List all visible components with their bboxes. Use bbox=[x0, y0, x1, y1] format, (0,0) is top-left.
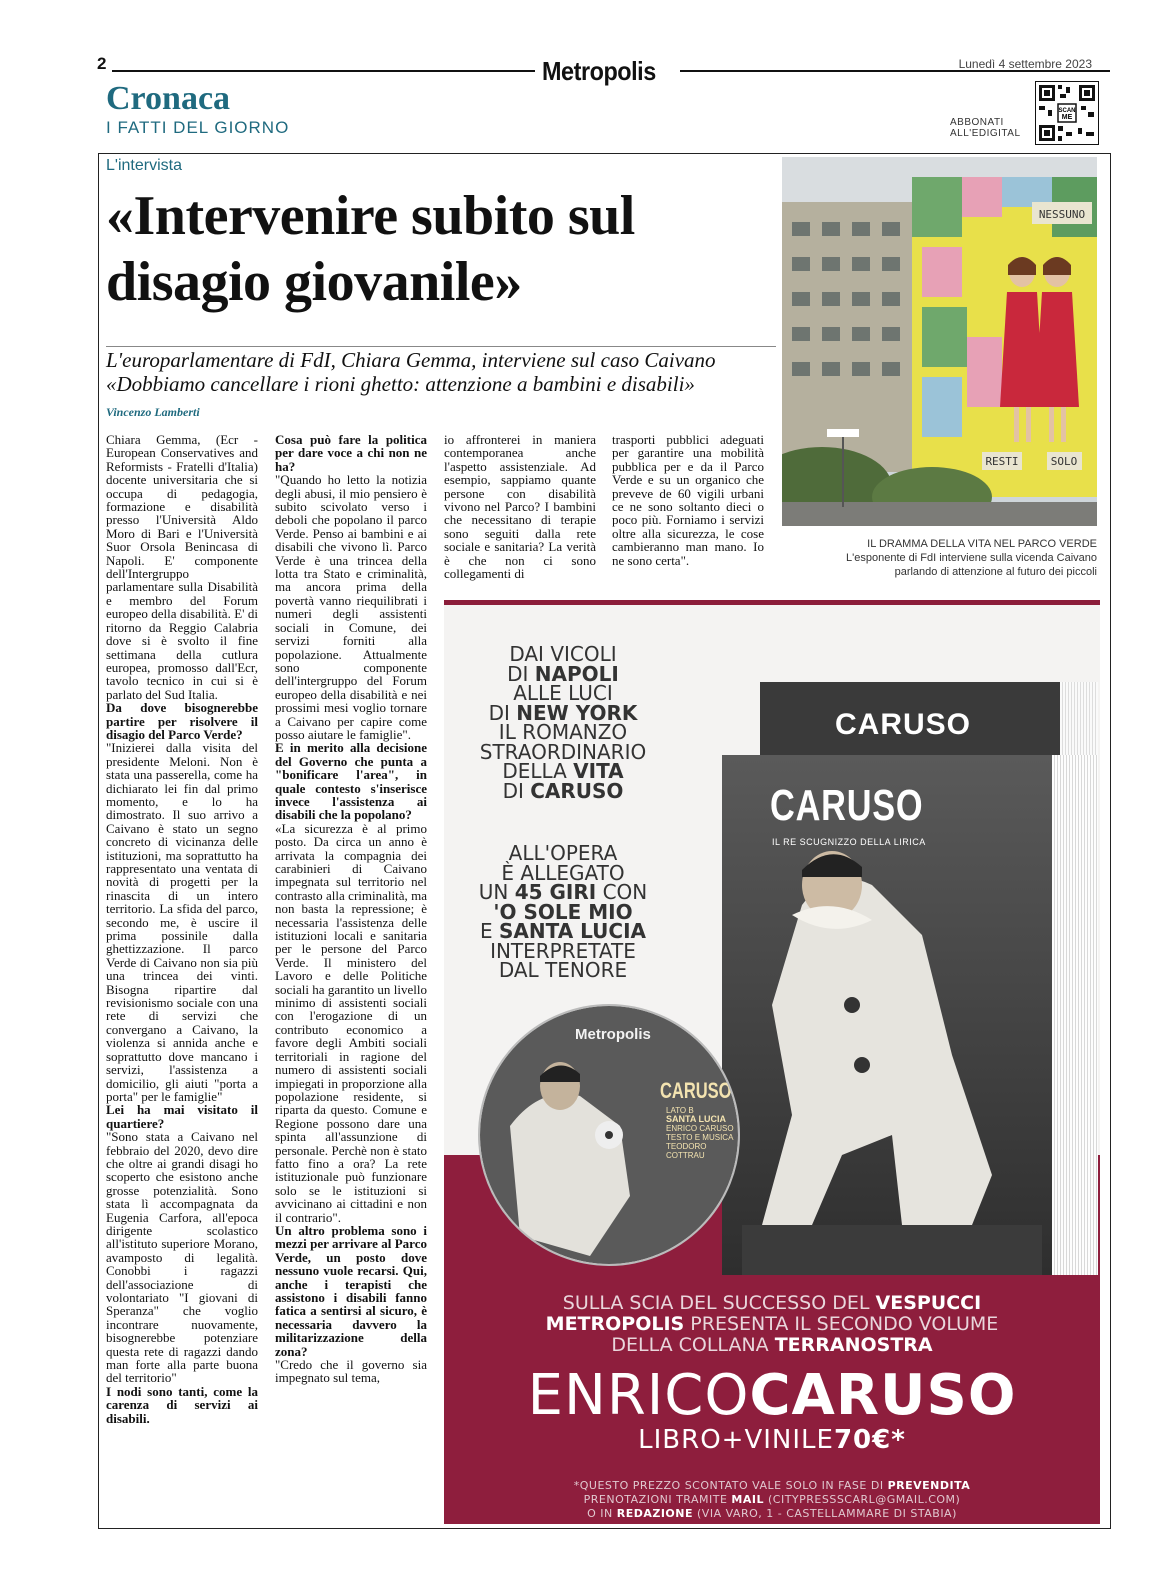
ad-line-6: STRAORDINARIO bbox=[479, 739, 647, 764]
parco-verde-photo bbox=[782, 157, 1097, 526]
interview-question: E in merito alla decisione del Governo che punta a "bonificare l'area", in quale contesto s'inserisce invece l'assistenza ai disabili che la popolano? bbox=[275, 740, 427, 823]
article-column-1 bbox=[106, 433, 258, 1523]
interview-paragraph: "Inizierei dalla visita del presidente Meloni. Non è stata una passerella, come ha dichiarato lei fin dal primo momento, e lo ha dimostrato. Il suo arrivo a Caivano è stato un segno concreto di vicinanza delle istituzioni, ma soprattutto ha rappresentato una ventata di novità di progetti per la rinascita di un intero territorio. La sfida del parco, secondo me, è uscire il prima possinile dalla ghettizzazione. Il parco Verde di Caivano non sia più una trincea dei vinti. Bisogna ripartire dal revisionismo sociale con una rete di servizi che convergano a Caivano, la violenza si annida anche e soprattutto dove mancano i servizi, l'assistenza a domicilio, gli aiuti "porta a porta" per le famiglie" bbox=[106, 740, 258, 1104]
abbonati-line2: ALL'EDIGITAL bbox=[950, 128, 1021, 139]
photo-caption bbox=[782, 537, 1097, 579]
disc-brand: Metropolis bbox=[575, 1026, 651, 1043]
ad-vinyl-block bbox=[448, 841, 678, 982]
ad-footnote-2: PRENOTAZIONI TRAMITE MAIL (CITYPRESSSCARL@GMAIL.COM) bbox=[583, 1493, 961, 1506]
book-title: CARUSO bbox=[770, 781, 924, 830]
interview-paragraph: «La sicurezza è al primo posto. Da circa un anno è arrivata la compagnia dei carabinieri di Caivano impegnata sul territorio nel contrasto alla criminalità, ma non basta la repressione; è necessaria l'assistenza delle istituzioni locali e sanitaria per le persone del Parco Verde. Il ministero del Lavoro e delle Politiche sociali ha garantito un livello minimo di assistenti sociali con l'erogazione di un contributo economico a favore degli Ambiti sociali territoriali in ragione del numero di assistenti sociali impiegati in proporzione alla popolazione residente, si riparta da questo. Comune e Regione possono dare una spinta all'assunzione di personale. Perchè non è stato fatto fino a ora? La rete istituzionale può funzionare solo se le istituzioni si avvicinano ai cittadini e non il contrario". bbox=[275, 820, 427, 1225]
ad-line-3: ALLE LUCI bbox=[513, 681, 613, 705]
qr-pattern-icon bbox=[1036, 82, 1098, 144]
kicker: L'intervista bbox=[106, 157, 182, 174]
ad-line-8: DI CARUSO bbox=[502, 778, 624, 803]
ad-top-bar bbox=[444, 600, 1100, 605]
ad-vinyl-line-2: È ALLEGATO bbox=[501, 860, 625, 885]
mural-sign-solo: SOLO bbox=[1050, 455, 1078, 468]
interview-paragraph: "Quando ho letto la notizia degli abusi, il mio pensiero è subito scivolato verso i deboli che popolano il parco Verde. Penso ai bambini e ai disabili che vivono lì. Parco Verde è una trincea della lotta tra Stato e criminalità, ma ancora prima della povertà vanno riequilibrati i numeri degli assistenti sociali in Comune, dei servizi forniti alla popolazione. Attualmente sono componente dell'intergruppo del Forum europeo della disabilità e nei prossimi mesi voglio tornare a Caivano per capire come posso aiutare le famiglie". bbox=[275, 472, 427, 742]
ad-vinyl-line-1: ALL'OPERA bbox=[508, 841, 618, 865]
ad-line-4: DI NEW YORK bbox=[488, 700, 638, 725]
ad-vinyl-line-4: 'O SOLE MIO bbox=[493, 899, 633, 924]
ad-series-line-1: SULLA SCIA DEL SUCCESSO DEL VESPUCCI bbox=[562, 1292, 982, 1314]
ad-vinyl-line-3: UN 45 GIRI CON bbox=[478, 880, 648, 904]
ad-tagline-block bbox=[448, 642, 678, 803]
caption-line-2: L'esponente di FdI interviene sulla vicenda Caivano bbox=[846, 552, 1097, 564]
caption-line-3: parlando di attenzione al futuro dei piccoli bbox=[894, 566, 1097, 578]
digital-subscribe-label[interactable] bbox=[950, 117, 1021, 139]
ad-series-line-3: DELLA COLLANA TERRANOSTRA bbox=[611, 1334, 933, 1356]
svg-text:ME: ME bbox=[1061, 114, 1073, 121]
interview-question: Lei ha mai visitato il quartiere? bbox=[106, 1102, 258, 1131]
article-column-3 bbox=[444, 433, 596, 593]
issue-date: Lunedì 4 settembre 2023 bbox=[958, 57, 1092, 71]
ad-vinyl-line-6: INTERPRETATE bbox=[490, 938, 636, 963]
section-title: Cronaca bbox=[106, 80, 231, 117]
interview-paragraph: "Sono stata a Caivano nel febbraio del 2020, devo dire che oltre ai grandi disagi ho scoperto che esistono anche grosse potenzialità. Sono stata lì accompagnata da Eugenia Carfora, all'epoca dirigente scolastico all'istituto superiore Morano, avamposto di legalità. Conobbi i ragazzi dell'associazione di volontariato "I giovani di Speranza" che voglio incontrare nuovamente, bisognerebbe potenziare questa rete di ragazzi dando man forte alla parte buona del territorio" bbox=[106, 1129, 258, 1386]
interview-paragraph: io affronterei in maniera contemporanea anche l'aspetto assistenziale. Ad esempio, sappiamo quante persone con disabilità vivono nel Parco? I bambini che necessitano di terapie sono seguiti dalla rete sociale e sanitaria? La verità è che non ci sono collegamenti di bbox=[444, 433, 596, 582]
disc-title: CARUSO bbox=[660, 1078, 732, 1103]
masthead: Metropolis bbox=[542, 56, 656, 86]
deck bbox=[106, 348, 786, 396]
ad-product-name: ENRICOCARUSO bbox=[527, 1363, 1017, 1428]
deck-rule bbox=[106, 346, 776, 347]
headline: «Intervenire subito sul disagio giovanile» bbox=[106, 185, 635, 313]
ad-vinyl-line-7: DAL TENORE bbox=[498, 958, 628, 982]
abbonati-line1: ABBONATI bbox=[950, 117, 1004, 128]
header-rule-left bbox=[112, 70, 535, 72]
ad-vinyl-line-5: E SANTA LUCIA bbox=[479, 919, 647, 943]
mural-sign-resti: RESTI bbox=[985, 455, 1019, 468]
qr-code[interactable] bbox=[1035, 81, 1099, 145]
vinyl-disc bbox=[478, 1004, 740, 1266]
interview-paragraph: Chiara Gemma, (Ecr -European Conservatives and Reformists - Fratelli d'Italia) docente universitaria che si occupa di pedagogia, formazione e disabilità presso l'Università Aldo Moro di Bari e l'Università Suor Orsola Benincasa di Napoli. E' componente dell'Intergruppo parlamentare sulla Disabilità e membro del Forum europeo della disabilità. E' di ritorno da Reggio Calabria dove si è svolto il fine settimana della cutlura europea, promosso dall'Ecr, tavolo tecnico in cui si è parlato del Sud Italia. bbox=[106, 433, 258, 702]
mural-sign-nessuno: NESSUNO bbox=[1038, 208, 1086, 221]
ad-footnote-3: O IN REDAZIONE (VIA VARO, 1 - CASTELLAMMARE DI STABIA) bbox=[587, 1507, 957, 1520]
book-front-pages bbox=[1052, 755, 1098, 1275]
interview-paragraph: "Credo che il governo sia impegnato sul tema, bbox=[275, 1357, 427, 1386]
ad-line-2: DI NAPOLI bbox=[507, 661, 619, 686]
article-column-4 bbox=[612, 433, 764, 593]
ad-footnote[interactable] bbox=[444, 1479, 1100, 1521]
book-back-title: CARUSO bbox=[835, 708, 972, 741]
disc-label: LATO B SANTA LUCIA ENRICO CARUSO TESTO E MUSICA TEODORO COTTRAU bbox=[666, 1106, 734, 1160]
deck-line-2: «Dobbiamo cancellare i rioni ghetto: attenzione a bambini e disabili» bbox=[106, 372, 695, 396]
ad-price: LIBRO+VINILE70€* bbox=[638, 1425, 906, 1455]
ad-line-7: DELLA VITA bbox=[502, 759, 624, 783]
deck-line-1: L'europarlamentare di FdI, Chiara Gemma, interviene sul caso Caivano bbox=[106, 348, 716, 372]
section-subtitle: I FATTI DEL GIORNO bbox=[106, 118, 290, 137]
ad-footnote-1: *QUESTO PREZZO SCONTATO VALE SOLO IN FASE DI PREVENDITA bbox=[573, 1479, 971, 1492]
interview-question: I nodi sono tanti, come la carenza di servizi ai disabili. bbox=[106, 1383, 258, 1426]
caption-title: IL DRAMMA DELLA VITA NEL PARCO VERDE bbox=[867, 538, 1097, 550]
ad-line-5: IL ROMANZO bbox=[498, 720, 628, 744]
ad-series-block bbox=[444, 1293, 1100, 1356]
svg-text:SCAN: SCAN bbox=[1058, 108, 1076, 114]
byline: Vincenzo Lamberti bbox=[106, 405, 200, 419]
interview-question: Un altro problema sono i mezzi per arrivare al Parco Verde, un posto dove nessuno vuole recarsi. Qui, anche i terapisti che assistono i disabili fanno fatica a sentirsi al sicuro, è necessaria davvero la militarizzazione della zona? bbox=[275, 1222, 427, 1359]
page-number: 2 bbox=[97, 54, 107, 73]
book-subtitle: IL RE SCUGNIZZO DELLA LIRICA bbox=[772, 837, 926, 847]
book-front-cover bbox=[722, 755, 1052, 1275]
ad-series-line-2: METROPOLIS PRESENTA IL SECONDO VOLUME bbox=[545, 1313, 999, 1335]
interview-question: Da dove bisognerebbe partire per risolvere il disagio del Parco Verde? bbox=[106, 700, 258, 742]
article-column-2 bbox=[275, 433, 427, 1523]
interview-paragraph: trasporti pubblici adeguati per garantire una mobilità pubblica per e da il Parco Verde e su un organico che preveve de 60 vigili urbani ce ne sono soltanto dieci o poco più. Forniamo i servizi oltre alla sicurezza, le cose cambieranno man mano. Io ne sono certa". bbox=[612, 433, 764, 568]
ad-line-1: DAI VICOLI bbox=[509, 642, 617, 666]
interview-question: Cosa può fare la politica per dare voce a chi non ne ha? bbox=[275, 433, 427, 474]
